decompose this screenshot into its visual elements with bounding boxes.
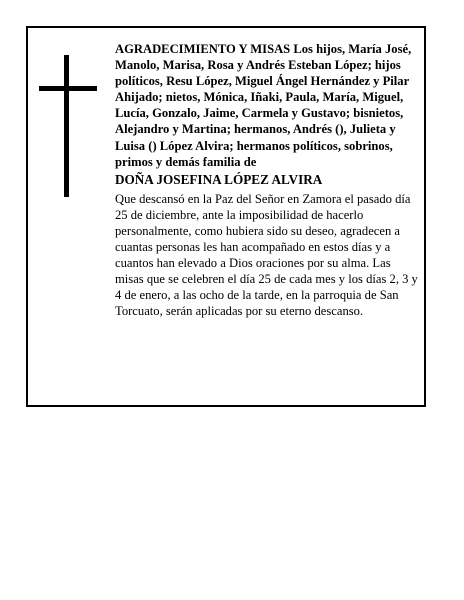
- deceased-name: DOÑA JOSEFINA LÓPEZ ALVIRA: [115, 171, 323, 187]
- notice-text: [115, 41, 422, 320]
- cross-icon: [39, 55, 97, 197]
- thanks-paragraph: [115, 191, 422, 320]
- masses-text: Las misas que se celebren el día 25 de cada mes y los días 2, 3 y 4 de enero, a las ocho de la tarde, en la parroquia de San Torcuato, serán aplicadas por su eterno descanso.: [115, 256, 418, 319]
- cross-horizontal-bar: [39, 86, 97, 91]
- family-list: Los hijos, María José, Manolo, Marisa, Rosa y Andrés Esteban López; hijos políticos, Resu López, Miguel Ángel Hernández y Pilar Ahijado; nietos, Mónica, Iñaki, Paula, María, Miguel, Lucía, Gonzalo, Jaime, Carmela y Gustavo; bisnietos, Alejandro y Martina; hermanos, Andrés (), Julieta y Luisa () López Alvira; hermanos políticos, sobrinos, primos y demás familia de: [115, 42, 412, 169]
- cross-vertical-bar: [64, 55, 69, 197]
- notice-heading: AGRADECIMIENTO Y MISAS: [115, 42, 291, 56]
- obituary-notice: [26, 26, 426, 407]
- heading-block: [115, 41, 422, 170]
- thanks-text: Que descansó en la Paz del Señor en Zamora el pasado día 25 de diciembre, ante la imposibilidad de hacerlo personalmente, como hubiera sido su deseo, agradecen a cuantas personas les han acompañado en estos días y a cuantos han elevado a Dios oraciones por su alma.: [115, 191, 411, 271]
